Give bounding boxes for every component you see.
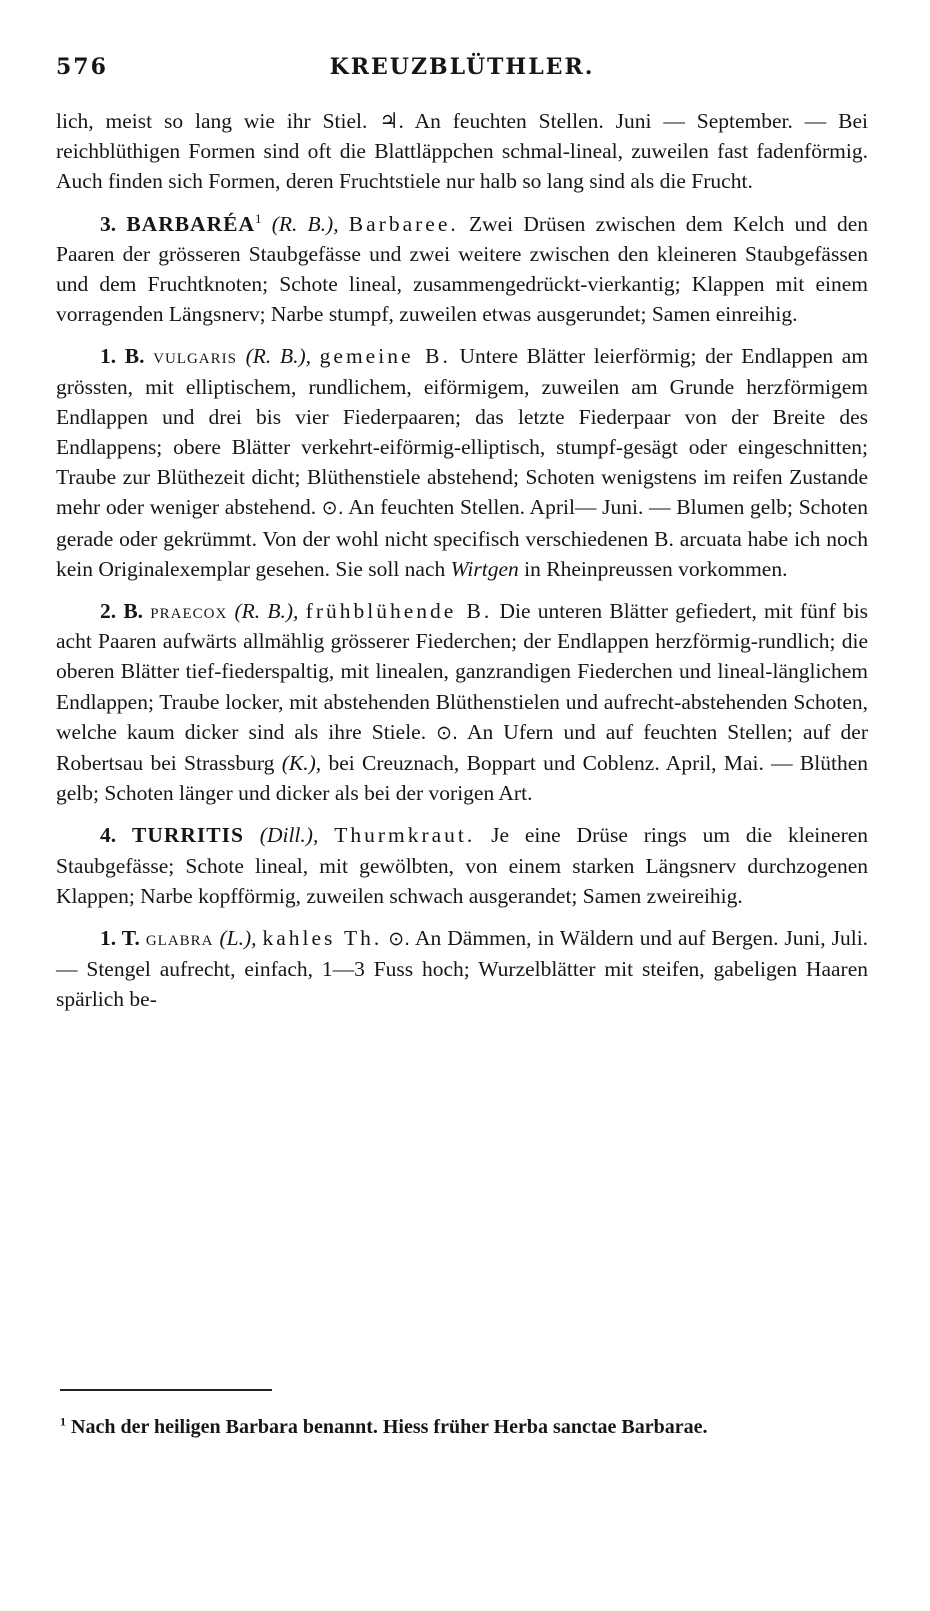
paragraph-continuation (56, 106, 868, 197)
authority: (R. B.), (234, 599, 299, 624)
footnote-text: Nach der heiligen Barbara benannt. Hiess früher Herba sanctae Barbarae. (71, 1416, 708, 1438)
species-entry-praecox (56, 596, 868, 808)
genus-entry-barbarea (56, 209, 868, 330)
species-name: praecox (150, 599, 228, 624)
entry-number: 4. (100, 823, 117, 848)
species-entry-glabra (56, 923, 868, 1015)
footnote-divider (60, 1389, 272, 1391)
authority: (Dill.), (259, 823, 319, 848)
entry-number: 3. (100, 211, 117, 236)
entry-number: 1. T. (100, 926, 140, 951)
common-name: gemeine B. (319, 344, 451, 369)
body-text (56, 106, 868, 1015)
common-name: Barbaree. (348, 211, 459, 236)
footnote (60, 1414, 868, 1440)
common-name: frühblühende B. (305, 599, 493, 624)
description-continued: An Ufern und auf feuchten Stellen; auf der Robertsau bei Strassburg (56, 719, 868, 776)
entry-number: 2. B. (100, 599, 144, 624)
entry-number: 1. B. (100, 344, 145, 369)
authority: (L.), (219, 926, 257, 951)
annual-symbol-icon: ⊙. (436, 721, 459, 744)
authority: (R. B.), (271, 211, 339, 236)
genus-entry-turritis (56, 820, 868, 911)
species-name: glabra (145, 926, 214, 951)
species-name: vulgaris (153, 344, 237, 369)
genus-name: BARBARÉA (126, 211, 255, 236)
footnote-mark: 1 (60, 1414, 66, 1429)
collector-reference: (K.), (281, 751, 322, 776)
species-entry-vulgaris (56, 341, 868, 584)
description: Die unteren Blätter gefiedert, mit fünf bis acht Paaren aufwärts allmählig grösserer Fiederchen; der Endlappen herzförmig-rundlich; die oberen Blätter tief-fiederspaltig, mit linealen, ganzrandigen Fiederchen und lineal-länglichem Endlappen; Traube locker, mit abstehenden Blüthenstielen und aufrecht-abstehenden Schoten, welche kaum dicker sind als ihre Stiele. (56, 599, 869, 744)
description-continued: An feuchten Stellen. April— Juni. — Blumen gelb; Schoten gerade oder gekrümmt. Von der wohl nicht specifisch verschiedenen B. arcuata habe ich noch kein Originalexemplar gesehen. Sie soll nach (56, 495, 868, 581)
description: Je eine Drüse rings um die kleineren Staubgefässe; Schote lineal, mit gewölbten, von einem starken Längsnerv durchzogenen Klappen; Narbe kopfförmig, zuweilen schwach ausgerandet; Samen zweireihig. (56, 823, 869, 908)
running-title: KREUZBLÜTHLER. (329, 54, 595, 80)
description-end: in Rheinpreussen vorkommen. (524, 556, 788, 581)
footnote-reference: 1 (254, 210, 262, 226)
page (56, 54, 868, 1015)
page-number: 576 (56, 54, 108, 80)
page-header (56, 54, 868, 88)
paragraph-text: lich, meist so lang wie ihr Stiel. ♃. An feuchten Stellen. Juni — September. — Bei reichblüthigen Formen sind oft die Blattläppchen schmal-lineal, zuweilen fast fadenförmig. Auch finden sich Formen, deren Fruchtstiele nur halb so lang sind als die Frucht. (56, 109, 868, 194)
description: Zwei Drüsen zwischen dem Kelch und den Paaren der grösseren Staubgefässe und zwei weitere zwischen den kleineren Staubgefässen und dem Fruchtknoten; Schote lineal, zusammengedrückt-vierkantig; Klappen mit einem vorragenden Längsnerv; Narbe stumpf, zuweilen etwas ausgerundet; Samen einreihig. (56, 211, 869, 327)
author-reference: Wirtgen (450, 556, 519, 581)
annual-symbol-icon: ⊙. (321, 497, 344, 520)
common-name: kahles Th. (262, 926, 383, 951)
annual-symbol-icon: ⊙. (388, 928, 411, 951)
description: An Dämmen, in Wäldern und auf Bergen. Juni, Juli. — Stengel aufrecht, einfach, 1—3 Fuss hoch; Wurzelblätter mit steifen, gabeligen Haaren spärlich be- (56, 926, 869, 1012)
common-name: Thurmkraut. (334, 823, 476, 848)
description: Untere Blätter leierförmig; der Endlappen am grössten, mit elliptischem, rundlichem, eiförmigem, zuweilen am Grunde herzförmigem Endlappen und drei bis vier Fiederpaaren; das letzte Fiederpaar von der Breite des Endlappens; obere Blätter verkehrt-eiförmig-elliptisch, stumpf-gesägt oder eingeschnitten; Traube zur Blüthezeit dicht; Blüthenstiele abstehend; Schoten wenigstens im reifen Zustande mehr oder weniger abstehend. (56, 344, 869, 520)
genus-name: TURRITIS (131, 823, 244, 848)
authority: (R. B.), (245, 344, 311, 369)
description-end: bei Creuznach, Boppart und Coblenz. April, Mai. — Blüthen gelb; Schoten länger und dicker als bei der vorigen Art. (56, 751, 869, 806)
